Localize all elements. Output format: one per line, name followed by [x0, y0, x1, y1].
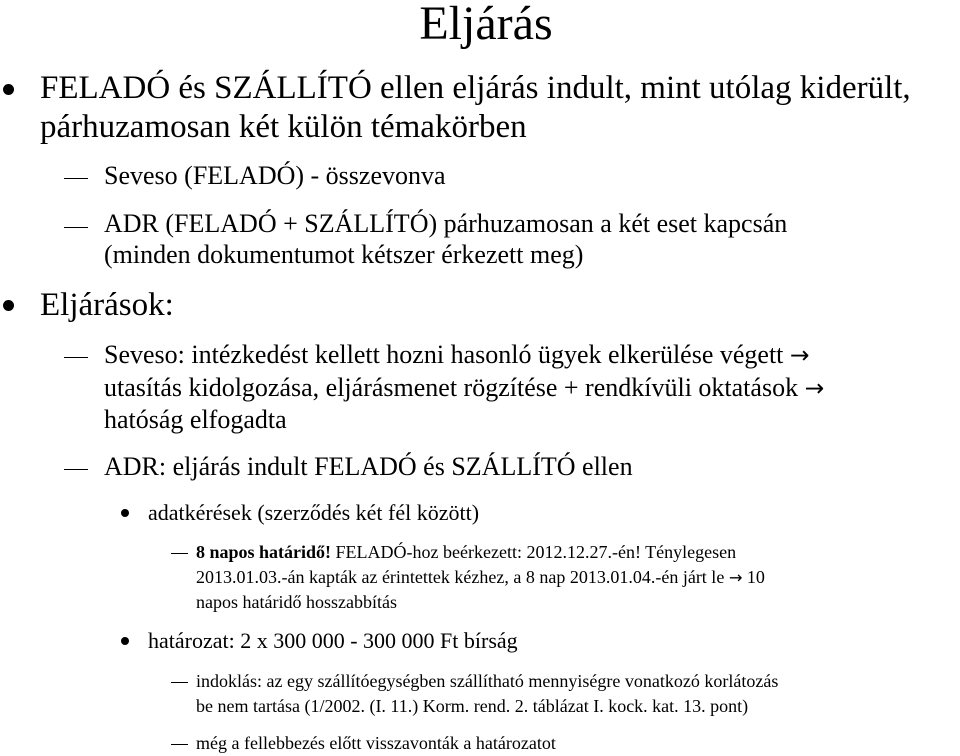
bullet-dot-icon — [3, 84, 14, 95]
arrow-right-icon: → — [789, 341, 810, 369]
dash-marker-icon — [64, 178, 88, 179]
dash-marker-icon — [171, 682, 188, 683]
slide-title: Eljárás — [419, 0, 553, 50]
item-1-line-1: adatkérések (szerződés két fél között) — [148, 500, 480, 525]
dash-marker-icon — [64, 357, 88, 358]
bullet-dot-icon — [121, 509, 129, 517]
arrow-right-icon: → — [728, 568, 743, 587]
sub-2-line-2: (minden dokumentumot kétszer érkezett meg) — [104, 240, 584, 269]
sub-1-line-1: Seveso (FELADÓ) - összevonva — [104, 161, 446, 190]
sub-3-line-2: utasítás kidolgozása, eljárásmenet rögzítése + rendkívüli oktatások → — [104, 373, 825, 402]
bullet-1-line-1: FELADÓ és SZÁLLÍTÓ ellen eljárás indult, mint utólag kiderült, — [40, 70, 911, 106]
sub-3-line-3: hatóság elfogadta — [104, 405, 287, 434]
detail-1-line-3: napos határidő hosszabbítás — [196, 592, 397, 612]
detail-2-line-1: indoklás: az egy szállítóegységben szállítható mennyiségre vonatkozó korlátozás — [196, 671, 779, 691]
detail-1-line-1: 8 napos határidő! FELADÓ-hoz beérkezett: 2012.12.27.-én! Ténylegesen — [196, 542, 737, 562]
bullet-dot-icon — [3, 300, 14, 311]
dash-marker-icon — [171, 744, 188, 745]
sub-4-line-1: ADR: eljárás indult FELADÓ és SZÁLLÍTÓ ellen — [104, 452, 633, 481]
bullet-2-line-1: Eljárások: — [40, 287, 174, 323]
dash-marker-icon — [64, 227, 88, 228]
detail-1-line-2: 2013.01.03.-án kapták az érintettek kézhez, a 8 nap 2013.01.04.-én járt le → 10 — [196, 567, 765, 587]
item-2-line-1: határozat: 2 x 300 000 - 300 000 Ft bírság — [148, 628, 518, 653]
bullet-dot-icon — [121, 637, 129, 645]
detail-3-line-1: még a fellebbezés előtt visszavonták a határozatot — [196, 733, 556, 753]
sub-3-line-1: Seveso: intézkedést kellett hozni hasonló ügyek elkerülése végett → — [104, 340, 810, 369]
dash-marker-icon — [64, 469, 88, 470]
arrow-right-icon: → — [804, 374, 825, 402]
dash-marker-icon — [171, 553, 188, 554]
detail-2-line-2: be nem tartása (1/2002. (I. 11.) Korm. rend. 2. táblázat I. kock. kat. 13. pont) — [196, 696, 749, 716]
bullet-1-line-2: párhuzamosan két külön témakörben — [40, 109, 527, 145]
sub-2-line-1: ADR (FELADÓ + SZÁLLÍTÓ) párhuzamosan a két eset kapcsán — [104, 209, 788, 238]
